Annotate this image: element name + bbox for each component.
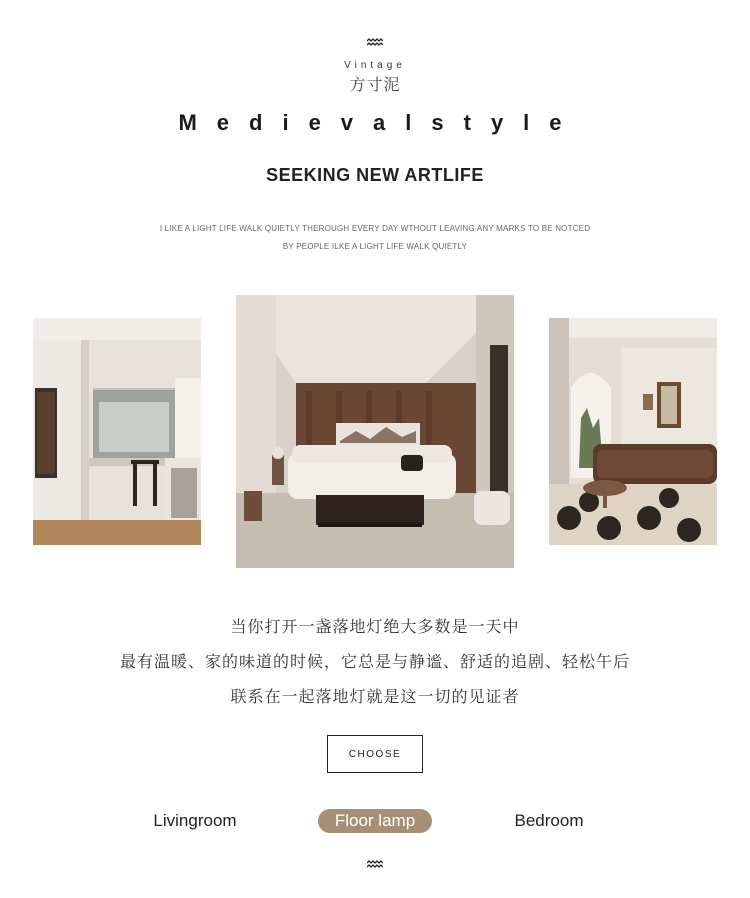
description-line: 联系在一起落地灯就是这一切的见证者 — [230, 687, 520, 706]
page-subtitle: SEEKING NEW ARTLIFE — [266, 165, 484, 185]
choose-button[interactable]: CHOOSE — [327, 735, 423, 773]
living-room-photo — [236, 295, 514, 568]
brand-chinese: 方寸泥 — [349, 75, 401, 94]
brand-english: Vintage — [344, 60, 406, 71]
kitchen-photo — [33, 318, 201, 545]
description-line: 当你打开一盏落地灯绝大多数是一天中 — [230, 617, 520, 636]
category-floor-lamp[interactable]: Floor lamp — [318, 809, 432, 833]
page-title: Medievalstyle — [178, 110, 582, 135]
bottom-wave-icon — [0, 855, 750, 873]
category-livingroom[interactable]: Livingroom — [153, 811, 237, 830]
description-line: 最有温暖、家的味道的时候，它总是与静谧、舒适的追剧、轻松午后 — [119, 652, 630, 671]
lounge-photo — [549, 318, 717, 545]
top-wave-icon — [0, 33, 750, 51]
intro-line: I LIKE A LIGHT LIFE WALK QUIETLY THEROUGH EVERY DAY WTHOUT LEAVING ANY MARKS TO BE NOTCED — [159, 224, 591, 233]
category-bedroom[interactable]: Bedroom — [514, 811, 584, 830]
intro-line: BY PEOPLE ILKE A LIGHT LIFE WALK QUIETLY — [282, 242, 468, 251]
